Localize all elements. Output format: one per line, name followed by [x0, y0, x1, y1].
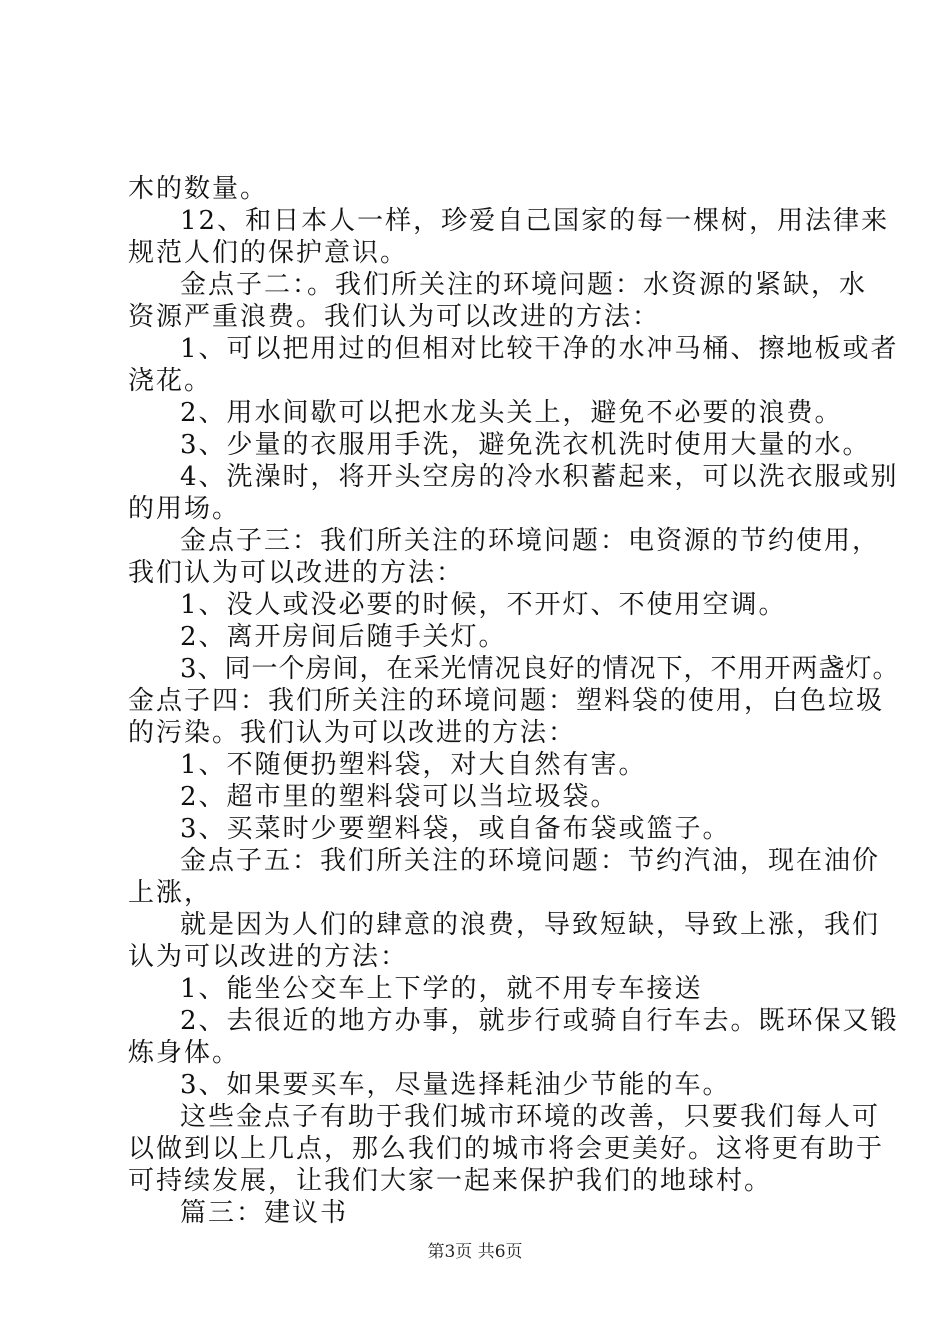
- text-line: 的污染。我们认为可以改进的方法：: [128, 718, 577, 748]
- text-line: 金点子四：我们所关注的环境问题：塑料袋的使用，白色垃圾: [128, 686, 885, 716]
- text-line: 资源严重浪费。我们认为可以改进的方法：: [128, 302, 661, 332]
- text-line: 3、买菜时少要塑料袋，或自备布袋或篮子。: [180, 814, 731, 844]
- text-line: 2、超市里的塑料袋可以当垃圾袋。: [180, 782, 619, 812]
- text-line: 我们认为可以改进的方法：: [128, 558, 465, 588]
- text-line: 可持续发展，让我们大家一起来保护我们的地球村。: [128, 1166, 773, 1196]
- text-line: 认为可以改进的方法：: [128, 942, 409, 972]
- text-line: 1、可以把用过的但相对比较干净的水冲马桶、擦地板或者: [180, 334, 899, 364]
- text-line: 2、用水间歇可以把水龙头关上，避免不必要的浪费。: [180, 398, 843, 428]
- text-line: 规范人们的保护意识。: [128, 238, 409, 268]
- text-line: 篇三：建议书: [180, 1198, 349, 1228]
- text-line: 金点子五：我们所关注的环境问题：节约汽油，现在油价: [180, 846, 881, 876]
- text-line: 4、洗澡时，将开头空房的冷水积蓄起来，可以洗衣服或别: [180, 462, 899, 492]
- text-line: 浇花。: [128, 366, 213, 396]
- text-line: 就是因为人们的肆意的浪费，导致短缺，导致上涨，我们: [180, 910, 881, 940]
- text-line: 这些金点子有助于我们城市环境的改善，只要我们每人可: [180, 1102, 881, 1132]
- text-line: 2、去很近的地方办事，就步行或骑自行车去。既环保又锻: [180, 1006, 899, 1036]
- text-line: 1、不随便扔塑料袋，对大自然有害。: [180, 750, 647, 780]
- text-line: 以做到以上几点，那么我们的城市将会更美好。这将更有助于: [128, 1134, 885, 1164]
- text-line: 1、没人或没必要的时候，不开灯、不使用空调。: [180, 590, 787, 620]
- text-line: 12、和日本人一样，珍爱自己国家的每一棵树，用法律来: [180, 206, 890, 236]
- text-line: 2、离开房间后随手关灯。: [180, 622, 507, 652]
- text-line: 1、能坐公交车上下学的，就不用专车接送: [180, 974, 703, 1004]
- text-line: 炼身体。: [128, 1038, 241, 1068]
- text-line: 上涨，: [128, 878, 213, 908]
- text-line: 的用场。: [128, 494, 241, 524]
- text-line: 3、如果要买车，尽量选择耗油少节能的车。: [180, 1070, 731, 1100]
- page-number-footer: 第3页 共6页: [427, 1242, 523, 1262]
- text-line: 金点子二：。我们所关注的环境问题：水资源的紧缺，水: [180, 270, 868, 300]
- text-line: 3、少量的衣服用手洗，避免洗衣机洗时使用大量的水。: [180, 430, 871, 460]
- text-line: 木的数量。: [128, 174, 269, 204]
- text-line: 3、同一个房间，在采光情况良好的情况下，不用开两盏灯。: [180, 654, 900, 684]
- text-line: 金点子三：我们所关注的环境问题：电资源的节约使用，: [180, 526, 881, 556]
